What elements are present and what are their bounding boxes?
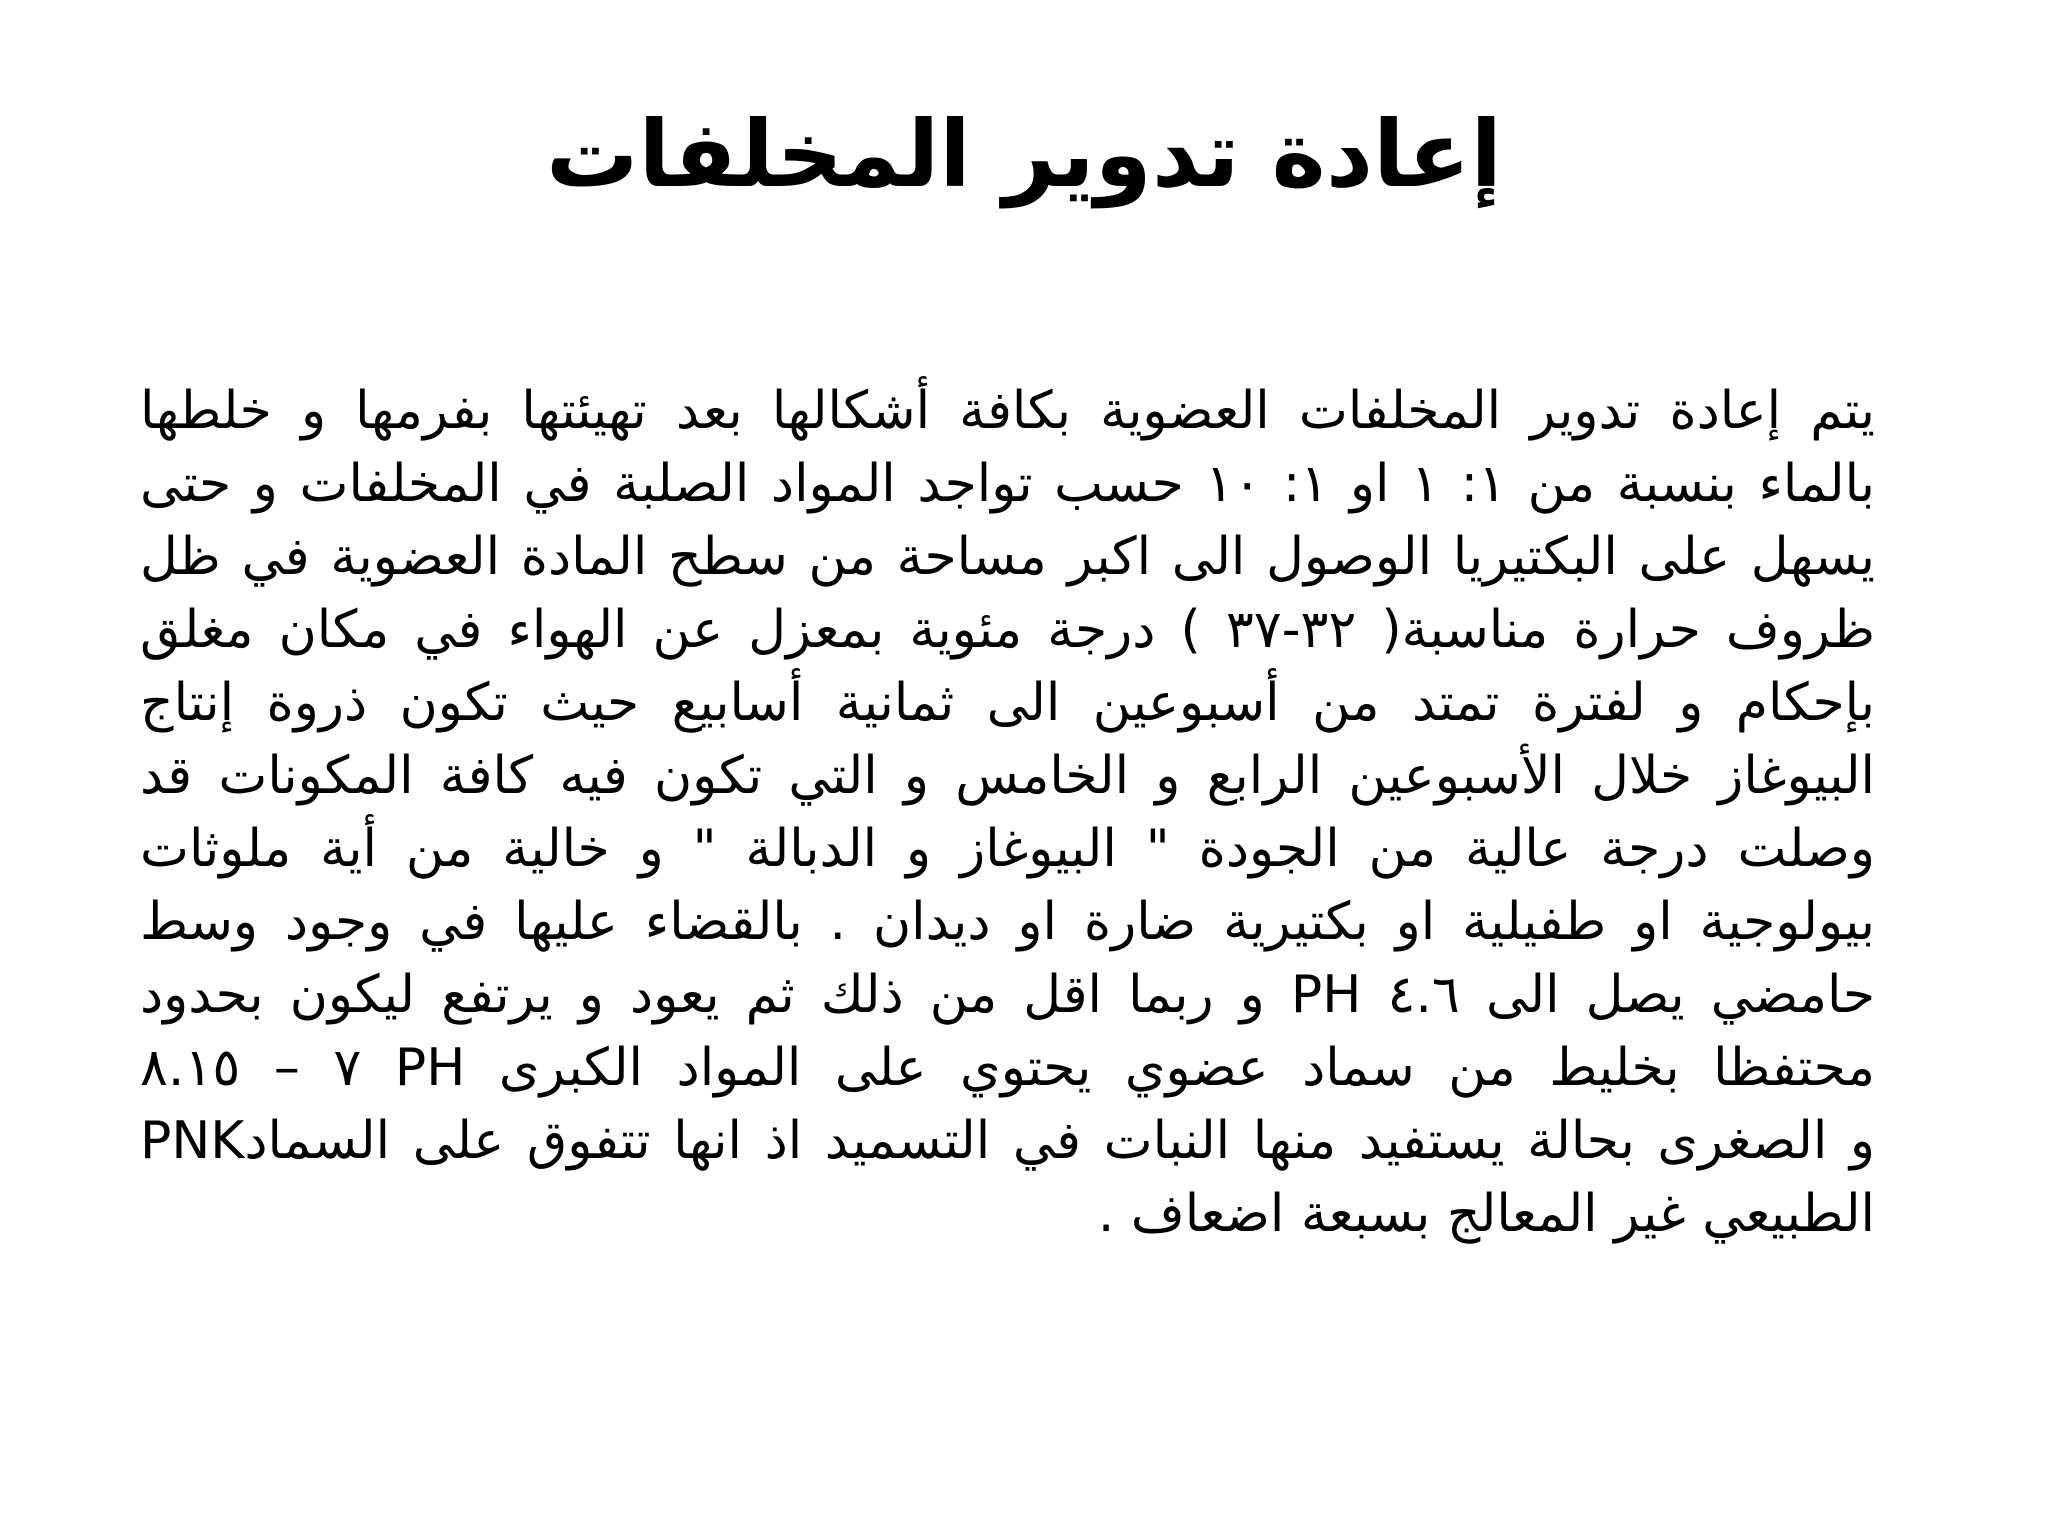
body-line: بيولوجية او طفيلية او بكتيرية ضارة او ديدان . بالقضاء عليها في وجود وسط bbox=[140, 892, 1875, 952]
body-line: يسهل على البكتيريا الوصول الى اكبر مساحة من سطح المادة العضوية في ظل bbox=[140, 527, 1875, 587]
body-line: ٧ – ٨.١٥ PH محتفظا بخليط من سماد عضوي يحتوي على المواد الكبرى bbox=[140, 1038, 1875, 1098]
slide-body bbox=[140, 375, 1875, 1251]
body-line: وصلت درجة عالية من الجودة " البيوغاز و الدبالة " و خالية من أية ملوثات bbox=[140, 819, 1875, 879]
body-line: حامضي يصل الى ٤.٦ PH و ربما اقل من ذلك ثم يعود و يرتفع ليكون بحدود bbox=[140, 965, 1876, 1025]
body-line: PNKو الصغرى بحالة يستفيد منها النبات في التسميد اذ انها تتفوق على السماد bbox=[140, 1111, 1875, 1171]
body-line: البيوغاز خلال الأسبوعين الرابع و الخامس و التي تكون فيه كافة المكونات قد bbox=[140, 746, 1875, 806]
body-line: يتم إعادة تدوير المخلفات العضوية بكافة أشكالها بعد تهيئتها بفرمها و خلطها bbox=[140, 381, 1875, 441]
body-line: بإحكام و لفترة تمتد من أسبوعين الى ثمانية أسابيع حيث تكون ذروة إنتاج bbox=[140, 673, 1875, 733]
body-line: بالماء بنسبة من ١: ١ او ١: ١٠ حسب تواجد المواد الصلبة في المخلفات و حتى bbox=[140, 454, 1875, 514]
body-line: الطبيعي غير المعالج بسبعة اضعاف . bbox=[1097, 1184, 1875, 1244]
body-line: ظروف حرارة مناسبة( ٣٢-٣٧ ) درجة مئوية بمعزل عن الهواء في مكان مغلق bbox=[140, 600, 1876, 660]
slide-title: إعادة تدوير المخلفات bbox=[546, 101, 1502, 208]
